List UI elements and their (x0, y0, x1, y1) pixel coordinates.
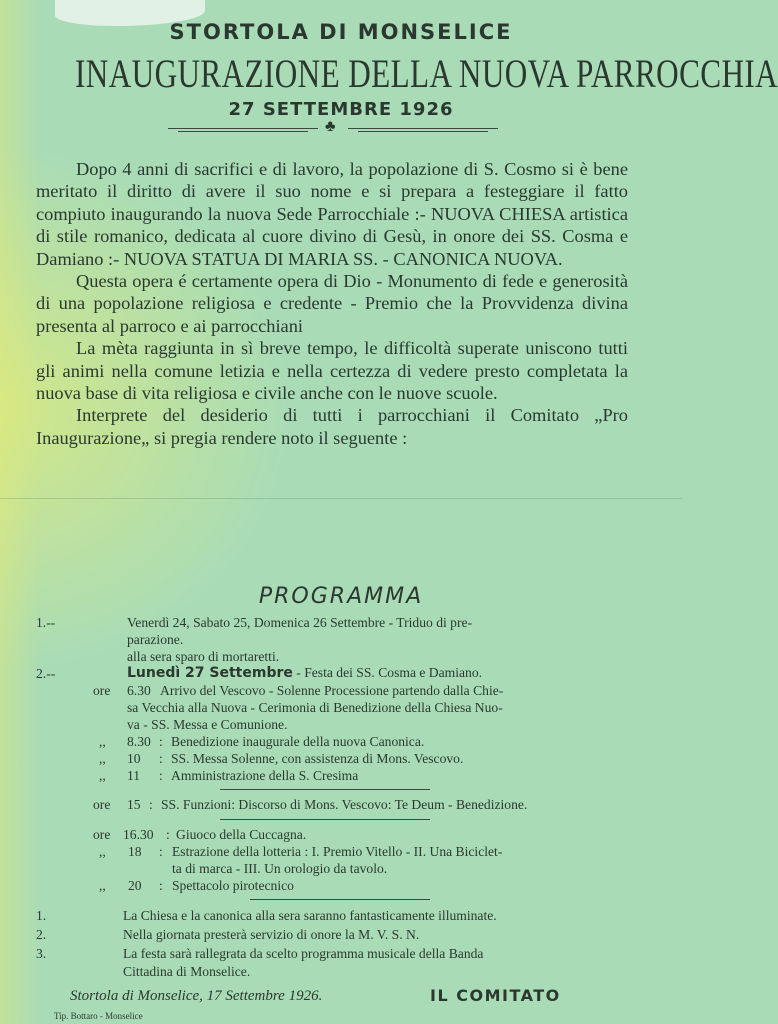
note-number: 3. (36, 946, 47, 961)
event-text: SS. Funzioni: Discorso di Mons. Vescovo: Te Deum - Benedizione. (161, 797, 528, 812)
time-separator: : (149, 797, 153, 812)
item-text: alla sera sparo di mortaretti. (127, 649, 280, 664)
note-number: 2. (36, 927, 47, 942)
event-text: Arrivo del Vescovo - Solenne Processione partendo dalla Chie- (160, 683, 504, 698)
note-text: La Chiesa e la canonica alla sera saranno fantasticamente illuminate. (123, 908, 497, 923)
intro-paragraph: Interprete del desiderio di tutti i parrocchiani il Comitato „Pro Inaugurazione„ si pregia rendere noto il seguente : (36, 405, 628, 448)
time-separator: : (159, 844, 163, 859)
section-rule (220, 789, 430, 790)
time-label: 15 (127, 797, 141, 812)
intro-paragraph: Questa opera é certamente opera di Dio - Monumento di fede e generosità di una popolazione religiosa e credente - Premio che la Provvidenza divina presenta al parroco e ai parrocchiani (36, 271, 628, 336)
note-number: 1. (36, 908, 47, 923)
time-prefix: ore (93, 797, 111, 812)
place-and-date: Stortola di Monselice, 17 Settembre 1926. (70, 988, 323, 1004)
time-separator: : (159, 878, 163, 893)
event-text: Benedizione inaugurale della nuova Canonica. (171, 734, 425, 749)
main-title: INAUGURAZIONE DELLA NUOVA PARROCCHIA (75, 51, 778, 96)
event-text: ta di marca - III. Un orologio da tavolo. (172, 861, 388, 876)
time-label: 11 (127, 768, 141, 783)
time-label: 16.30 (123, 827, 154, 842)
item-text: parazione. (127, 632, 184, 647)
time-separator: : (159, 734, 163, 749)
time-prefix: ,, (99, 734, 106, 749)
program-title: PROGRAMMA (258, 584, 424, 609)
time-separator: : (166, 827, 170, 842)
event-text: va - SS. Messa e Comunione. (127, 717, 288, 732)
event-text: Spettacolo pirotecnico (172, 878, 294, 893)
intro-paragraph: La mèta raggiunta in sì breve tempo, le difficoltà superate uniscono tutti gli animi nella comune letizia e nella certezza di vedere presto completata la nuova base di vita religiosa e civile anche con le nuove scuole. (36, 338, 628, 404)
section-rule (220, 819, 430, 820)
event-text: Amministrazione della S. Cresima (171, 768, 359, 783)
time-prefix: ore (93, 827, 111, 842)
section-rule (250, 899, 430, 900)
time-label: 8.30 (127, 734, 151, 749)
club-ornament-icon: ♣ (325, 118, 336, 135)
time-prefix: ,, (99, 768, 106, 783)
fold-crease (0, 498, 682, 499)
item-number: 2.-- (36, 666, 56, 681)
time-label: 20 (128, 878, 142, 893)
committee-signature: IL COMITATO (430, 986, 561, 1005)
event-date: 27 SETTEMBRE 1926 (228, 99, 454, 120)
note-text: Cittadina di Monselice. (123, 964, 251, 979)
time-label: 18 (128, 844, 142, 859)
event-text: Estrazione della lotteria : I. Premio Vitello - II. Una Biciclet- (172, 844, 503, 859)
item-number: 1.-- (36, 615, 56, 630)
intro-text (36, 158, 628, 449)
time-prefix: ,, (99, 844, 106, 859)
time-prefix: ,, (99, 751, 106, 766)
event-text: Giuoco della Cuccagna. (176, 827, 307, 842)
time-prefix: ,, (99, 878, 106, 893)
note-text: La festa sarà rallegrata da scelto programma musicale della Banda (123, 946, 484, 961)
note-text: Nella giornata presterà servizio di onore la M. V. S. N. (123, 927, 420, 942)
time-label: 10 (127, 751, 141, 766)
printer-credit: Tip. Bottaro - Monselice (54, 1011, 143, 1021)
item-text (127, 664, 482, 682)
time-separator: : (159, 768, 163, 783)
day-heading: Lunedì 27 Settembre (127, 665, 293, 681)
ornament-divider (168, 118, 498, 137)
item-text: Venerdì 24, Sabato 25, Domenica 26 Settembre - Triduo di pre- (127, 615, 473, 630)
time-label: 6.30 (127, 683, 151, 698)
intro-paragraph: Dopo 4 anni di sacrifici e di lavoro, la popolazione di S. Cosmo si è bene meritato il diritto di avere il suo nome e si prepara a festeggiare il fatto compiuto inaugurando la nuova Sede Parrocchiale :- NUOVA CHIESA artistica di stile romanico, dedicata al cuore divino di Gesù, in onore dei SS. Cosma e Damiano :- NUOVA STATUA DI MARIA SS. - CANONICA NUOVA. (36, 159, 628, 269)
day-description: - Festa dei SS. Cosma e Damiano. (292, 665, 483, 680)
time-separator: : (159, 751, 163, 766)
time-prefix: ore (93, 683, 111, 698)
event-text: SS. Messa Solenne, con assistenza di Mons. Vescovo. (171, 751, 464, 766)
event-text: sa Vecchia alla Nuova - Cerimonia di Benedizione della Chiesa Nuo- (127, 700, 503, 715)
location-heading: STORTOLA DI MONSELICE (169, 20, 513, 44)
